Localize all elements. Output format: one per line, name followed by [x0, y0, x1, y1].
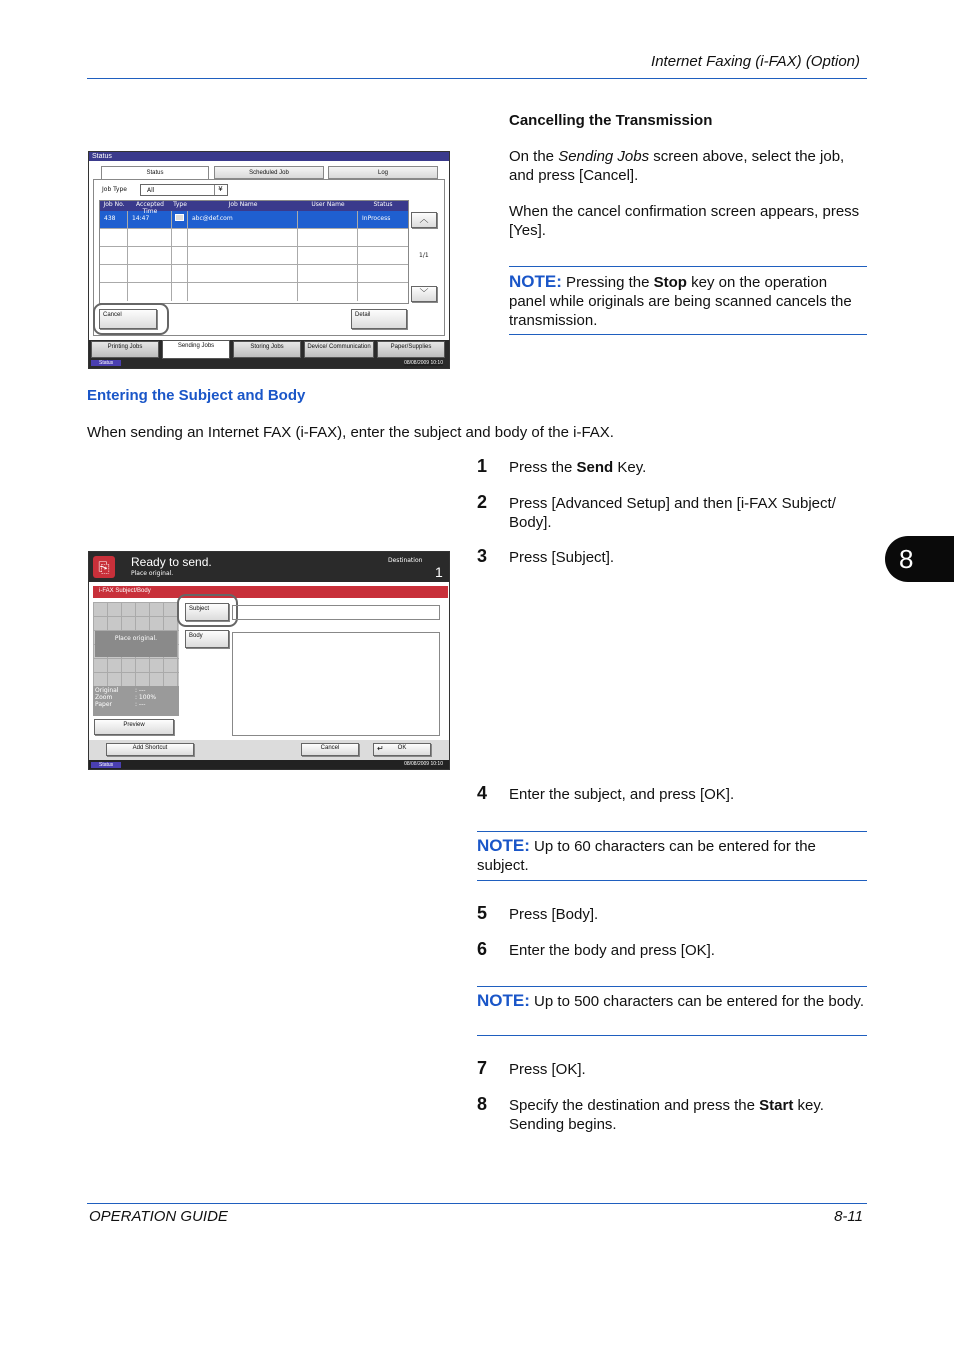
- step-number: 8: [477, 1094, 488, 1114]
- destination-label: Destination: [388, 557, 423, 564]
- tab-device-communication[interactable]: Device/ Communication: [304, 341, 374, 358]
- col-job-no: Job No.: [103, 201, 125, 208]
- step-text: Enter the body and press [OK].: [509, 942, 715, 959]
- ifax-subject-screenshot: [88, 551, 450, 770]
- job-status-screenshot: [88, 151, 450, 369]
- col-accepted-time: Accepted Time: [136, 201, 164, 215]
- section-intro: When sending an Internet FAX (i-FAX), enter the subject and body of the i-FAX.: [87, 424, 614, 441]
- note-body: NOTE: Up to 500 characters can be entered for the body.: [477, 991, 864, 1010]
- col-user-name: User Name: [311, 201, 345, 208]
- running-header: Internet Faxing (i-FAX) (Option): [651, 53, 860, 70]
- step-text: Press [OK].: [509, 1061, 586, 1078]
- job-table: [99, 200, 409, 304]
- cell-status: InProcess: [362, 215, 391, 222]
- subject-button[interactable]: Subject: [185, 603, 229, 621]
- note-rule-bottom: [509, 334, 867, 335]
- preview-button[interactable]: Preview: [94, 719, 174, 735]
- table-row[interactable]: [100, 247, 408, 265]
- tab-paper-supplies[interactable]: Paper/Supplies: [377, 341, 445, 358]
- job-table-header: [100, 201, 408, 215]
- cancel-note: NOTE: Pressing the Stop key on the operation panel while originals are being scanned cancels the transmission.: [509, 272, 852, 329]
- status-datetime: 08/08/2009 10:10: [404, 360, 443, 366]
- fax-type-icon: [172, 211, 188, 228]
- job-type-label: Job Type: [102, 186, 127, 193]
- step-number: 2: [477, 492, 488, 512]
- scroll-down-button[interactable]: [411, 286, 437, 302]
- chevron-up-icon: ︿: [419, 214, 429, 224]
- place-original-label: Place original.: [95, 631, 177, 657]
- ready-text: Ready to send.: [131, 555, 212, 569]
- status-button[interactable]: Status: [91, 360, 121, 366]
- step-text: Press [Advanced Setup] and then [i-FAX Subject/ Body].: [509, 495, 836, 531]
- note-rule-top: [477, 831, 867, 832]
- cancel-heading: Cancelling the Transmission: [509, 112, 713, 129]
- table-row[interactable]: [100, 265, 408, 283]
- cancel-button[interactable]: Cancel: [99, 309, 157, 329]
- section-heading: Entering the Subject and Body: [87, 387, 306, 404]
- step-number: 6: [477, 939, 488, 959]
- table-row[interactable]: [100, 283, 408, 301]
- status-datetime: 08/08/2009 10:10: [404, 761, 443, 767]
- step-text: Press the Send Key.: [509, 459, 647, 476]
- tab-log[interactable]: Log: [328, 166, 438, 179]
- cancel-paragraph-1: On the Sending Jobs screen above, select the job, and press [Cancel].: [509, 148, 845, 184]
- cell-job-no: 438: [100, 211, 128, 228]
- col-status: Status: [373, 201, 393, 208]
- tab-status[interactable]: Status: [101, 166, 209, 179]
- col-type: Type: [173, 201, 187, 208]
- note-rule-top: [509, 266, 867, 267]
- subject-field[interactable]: [232, 605, 440, 620]
- tab-storing-jobs[interactable]: Storing Jobs: [233, 341, 301, 358]
- step-number: 1: [477, 456, 488, 476]
- footer-guide-title: OPERATION GUIDE: [89, 1208, 228, 1225]
- step-number: 3: [477, 546, 488, 566]
- note-subject: NOTE: Up to 60 characters can be entered for the subject.: [477, 836, 816, 874]
- place-original-top: Place original.: [131, 570, 174, 577]
- status-button[interactable]: Status: [91, 762, 121, 768]
- note-rule-bottom: [477, 1035, 867, 1036]
- step-number: 4: [477, 783, 488, 803]
- tab-printing-jobs[interactable]: Printing Jobs: [91, 341, 159, 358]
- status-top-bar: Status: [89, 152, 449, 161]
- ifax-title-bar: i-FAX Subject/Body: [93, 586, 448, 598]
- status-bar: [89, 760, 450, 770]
- cancel-button[interactable]: Cancel: [301, 743, 359, 756]
- enter-icon: ↵: [377, 744, 384, 753]
- page-indicator: 1/1: [419, 252, 429, 259]
- tab-scheduled-job[interactable]: Scheduled Job: [214, 166, 324, 179]
- job-type-value: All: [147, 187, 155, 194]
- body-field[interactable]: [232, 632, 440, 736]
- scroll-up-button[interactable]: [411, 212, 437, 228]
- step-number: 7: [477, 1058, 488, 1078]
- body-button[interactable]: Body: [185, 630, 229, 648]
- chevron-down-icon: ¥: [214, 185, 226, 195]
- table-row-selected[interactable]: [100, 211, 408, 229]
- footer-page-number: 8-11: [834, 1208, 863, 1225]
- send-icon: ⎘: [93, 556, 115, 578]
- detail-button[interactable]: Detail: [351, 309, 407, 329]
- cancel-highlight-ring: [93, 303, 169, 335]
- step-text: Specify the destination and press the Start key. Sending begins.: [509, 1097, 824, 1133]
- col-job-name: Job Name: [228, 201, 258, 208]
- header-rule: [87, 78, 867, 79]
- add-shortcut-button[interactable]: Add Shortcut: [106, 743, 194, 756]
- ok-button[interactable]: ↵ OK: [373, 743, 431, 756]
- step-text: Press [Subject].: [509, 549, 615, 566]
- chapter-tab: 8: [885, 536, 954, 582]
- step-text: Enter the subject, and press [OK].: [509, 786, 735, 803]
- chevron-down-icon: ﹀: [419, 288, 429, 298]
- tab-sending-jobs[interactable]: Sending Jobs: [162, 340, 230, 359]
- cell-job-name: abc@def.com: [188, 211, 298, 228]
- footer-rule: [87, 1203, 867, 1204]
- cell-user-name: [298, 211, 358, 228]
- step-number: 5: [477, 903, 488, 923]
- note-rule-top: [477, 986, 867, 987]
- subject-highlight-ring: [177, 594, 238, 627]
- note-rule-bottom: [477, 880, 867, 881]
- table-row[interactable]: [100, 229, 408, 247]
- cell-time: 14:47: [128, 211, 172, 228]
- destination-count: 1: [435, 564, 443, 580]
- step-text: Press [Body].: [509, 906, 599, 923]
- original-info: Original : --- Zoom : 100% Paper : ---: [93, 686, 179, 716]
- cancel-paragraph-2: When the cancel confirmation screen appears, press [Yes].: [509, 203, 860, 239]
- job-type-select[interactable]: [140, 184, 228, 196]
